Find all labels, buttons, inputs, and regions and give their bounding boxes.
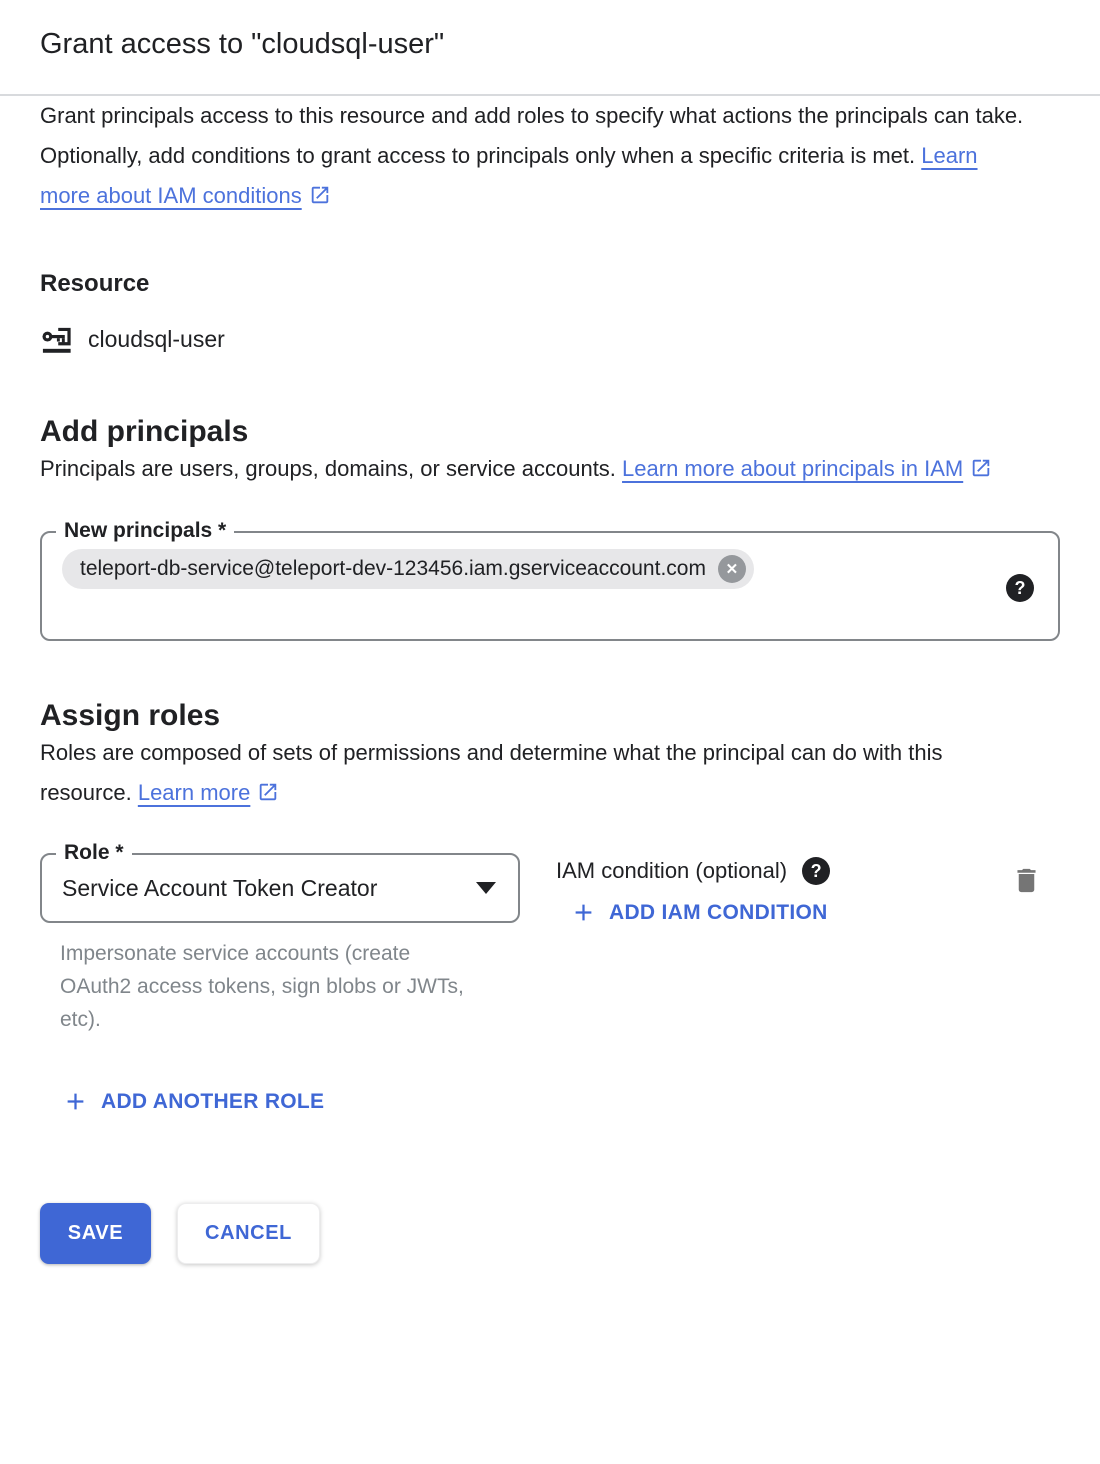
principals-description-text: Principals are users, groups, domains, or service accounts.: [40, 456, 623, 481]
roles-description-text: Roles are composed of sets of permissions and determine what the principal can do with this resource.: [40, 740, 943, 805]
save-button[interactable]: SAVE: [40, 1203, 151, 1264]
role-label: Role *: [56, 841, 132, 865]
resource-name: cloudsql-user: [88, 326, 225, 352]
role-select-value: Service Account Token Creator: [62, 874, 378, 901]
role-select[interactable]: [40, 841, 520, 923]
principal-chip-value: teleport-db-service@teleport-dev-123456.iam.gserviceaccount.com: [80, 557, 706, 580]
add-another-role-button[interactable]: [62, 1088, 324, 1115]
open-in-new-icon: [257, 781, 279, 803]
dialog-actions: [40, 1203, 1060, 1264]
plus-icon: [570, 899, 597, 926]
roles-description: [40, 733, 1030, 813]
new-principals-help-icon[interactable]: ?: [1006, 574, 1034, 602]
add-iam-condition-label: ADD IAM CONDITION: [609, 900, 828, 924]
trash-icon: [1011, 865, 1042, 896]
delete-role-button[interactable]: [1011, 865, 1042, 896]
plus-icon: [62, 1088, 89, 1115]
iam-condition-label: IAM condition (optional): [556, 858, 788, 883]
learn-more-principals-link[interactable]: Learn more about principals in IAM: [622, 456, 992, 481]
page-title: Grant access to "cloudsql-user": [40, 28, 445, 60]
role-row: [40, 841, 1060, 1036]
resource-row: [40, 322, 1060, 357]
learn-more-iam-conditions-link[interactable]: Learn more about IAM conditions: [40, 143, 978, 208]
add-principals-heading: Add principals: [40, 415, 249, 448]
role-column: [40, 841, 520, 1036]
add-iam-condition-button[interactable]: [570, 899, 828, 926]
role-description: Impersonate service accounts (create OAuth2 access tokens, sign blobs or JWTs, etc).: [60, 942, 464, 1031]
open-in-new-icon: [309, 184, 331, 206]
remove-principal-button[interactable]: ✕: [718, 555, 746, 583]
new-principals-field[interactable]: [40, 519, 1060, 641]
roles-learn-more-link[interactable]: Learn more: [138, 780, 280, 805]
cancel-button[interactable]: CANCEL: [177, 1203, 320, 1264]
intro-text: Grant principals access to this resource and add roles to specify what actions the principals can take. Optionally, add conditions to grant access to principals only when a specific criteria is met.: [40, 103, 1024, 168]
grant-access-dialog: [0, 26, 1100, 1264]
assign-roles-heading: Assign roles: [40, 699, 221, 732]
iam-condition-column: [556, 853, 1011, 926]
service-account-key-icon: [40, 322, 75, 357]
new-principals-label: New principals *: [56, 519, 234, 543]
intro-paragraph: [40, 96, 1030, 216]
principal-chip: [62, 549, 754, 589]
iam-condition-header: [556, 857, 1011, 885]
principals-description: [40, 449, 1055, 489]
add-another-role-label: ADD ANOTHER ROLE: [101, 1089, 325, 1113]
dropdown-arrow-icon: [476, 882, 496, 894]
open-in-new-icon: [970, 457, 992, 479]
resource-heading: Resource: [40, 270, 150, 297]
iam-condition-help-icon[interactable]: ?: [802, 857, 830, 885]
